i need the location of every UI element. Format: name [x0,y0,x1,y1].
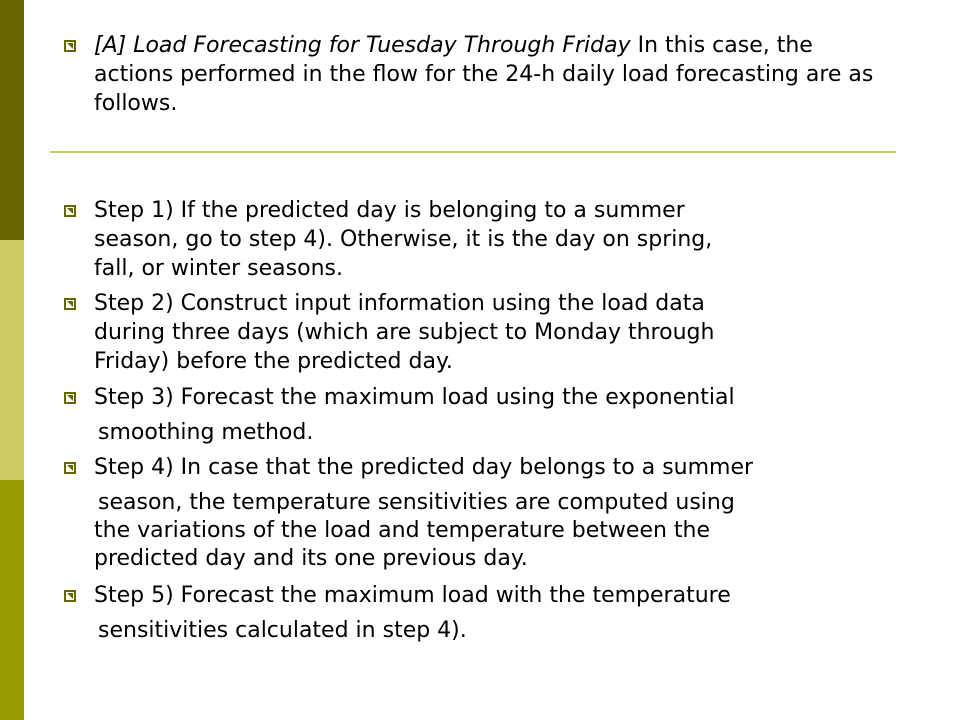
bullet-square-icon [64,590,76,602]
step-3-line-1: Step 3) Forecast the maximum load using the exponential [94,385,735,410]
intro-italic-title: [A] Load Forecasting for Tuesday Through Friday [94,33,631,58]
sidebar-strip-bottom [0,480,24,720]
bullet-square-icon [64,392,76,404]
bullet-square-icon [64,462,76,474]
bullet-square-icon [64,298,76,310]
step-2-line-3: Friday) before the predicted day. [94,349,453,374]
step-4-line-3: the variations of the load and temperature between the [94,518,711,543]
step-5-line-1: Step 5) Forecast the maximum load with the temperature [94,583,731,608]
sidebar-strip-top [0,0,24,240]
intro-text: In this case, the actions performed in the flow for the 24-h daily load forecasting are as follows. [94,33,874,116]
step-3-line-2: smoothing method. [98,420,314,445]
bullet-square-icon [64,205,76,217]
step-5-line-2: sensitivities calculated in step 4). [98,618,467,643]
step-4-line-2: season, the temperature sensitivities are computed using [98,490,735,515]
bullet-square-icon [64,40,76,52]
step-2-line-1: Step 2) Construct input information using the load data [94,291,705,316]
sidebar-strip-middle [0,240,24,480]
step-1-line-3: fall, or winter seasons. [94,256,343,281]
step-4-line-1: Step 4) In case that the predicted day belongs to a summer [94,455,754,480]
step-4-line-4: predicted day and its one previous day. [94,546,528,571]
section-divider [50,151,896,153]
step-1-line-2: season, go to step 4). Otherwise, it is the day on spring, [94,227,713,252]
intro-paragraph [94,31,894,118]
step-2-line-2: during three days (which are subject to Monday through [94,320,715,345]
step-1-line-1: Step 1) If the predicted day is belonging to a summer [94,198,685,223]
